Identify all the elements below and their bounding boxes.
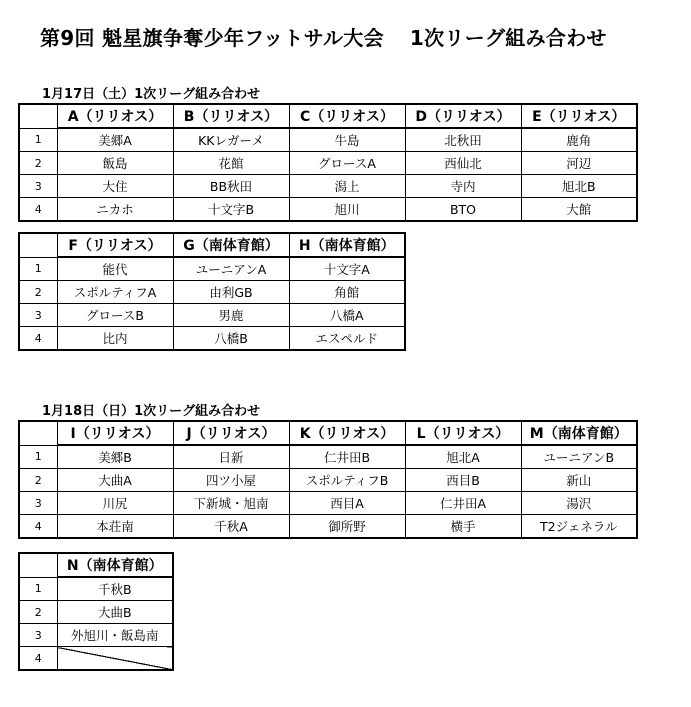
table-row — [19, 601, 173, 624]
team-cell: ニカホ — [57, 198, 173, 222]
day1-table-extra — [18, 232, 406, 351]
team-cell: スポルティフB — [289, 469, 405, 492]
team-cell: ユーニアンA — [173, 257, 289, 281]
table-row — [19, 327, 405, 351]
team-cell: エスペルド — [289, 327, 405, 351]
group-header-i: I（リリオス） — [57, 421, 173, 445]
table-row — [19, 445, 637, 469]
group-header-c: C（リリオス） — [289, 104, 405, 128]
team-cell: T2ジェネラル — [521, 515, 637, 539]
row-number: 1 — [19, 577, 57, 601]
team-cell: 西目B — [405, 469, 521, 492]
group-header-f: F（リリオス） — [57, 233, 173, 257]
team-cell: グロースA — [289, 152, 405, 175]
header-corner — [19, 421, 57, 445]
row-number: 2 — [19, 601, 57, 624]
day1-heading: 1月17日（土）1次リーグ組み合わせ — [42, 87, 261, 102]
team-cell: BTO — [405, 198, 521, 222]
team-cell: 大住 — [57, 175, 173, 198]
table-row — [19, 624, 173, 647]
row-number: 4 — [19, 647, 57, 671]
team-cell: 大館 — [521, 198, 637, 222]
team-cell: 由利GB — [173, 281, 289, 304]
row-number: 4 — [19, 327, 57, 351]
team-cell: KKレガーメ — [173, 128, 289, 152]
table-row — [19, 492, 637, 515]
table-row — [19, 304, 405, 327]
empty-slot-diagonal — [57, 647, 173, 671]
group-header-h: H（南体育館） — [289, 233, 405, 257]
table-row — [19, 469, 637, 492]
team-cell: 寺内 — [405, 175, 521, 198]
team-cell: 八橋B — [173, 327, 289, 351]
table-row — [19, 647, 173, 671]
row-number: 2 — [19, 281, 57, 304]
table-row — [19, 198, 637, 222]
team-cell: グロースB — [57, 304, 173, 327]
row-number: 4 — [19, 198, 57, 222]
team-cell: 仁井田A — [405, 492, 521, 515]
team-cell: 川尻 — [57, 492, 173, 515]
team-cell: 旭川 — [289, 198, 405, 222]
row-number: 3 — [19, 492, 57, 515]
team-cell: 旭北A — [405, 445, 521, 469]
group-header-a: A（リリオス） — [57, 104, 173, 128]
page-title-main: 第9回 魁星旗争奪少年フットサル大会 — [40, 26, 384, 50]
team-cell: BB秋田 — [173, 175, 289, 198]
team-cell: 大曲A — [57, 469, 173, 492]
team-cell: 御所野 — [289, 515, 405, 539]
team-cell: 千秋A — [173, 515, 289, 539]
day1-table-extra-header — [19, 233, 405, 257]
header-corner — [19, 553, 57, 577]
team-cell: 比内 — [57, 327, 173, 351]
team-cell: 十文字A — [289, 257, 405, 281]
header-corner — [19, 233, 57, 257]
row-number: 1 — [19, 445, 57, 469]
team-cell: 美郷A — [57, 128, 173, 152]
team-cell: 十文字B — [173, 198, 289, 222]
day2-table-main-header — [19, 421, 637, 445]
day1-table-main — [18, 103, 638, 222]
team-cell: 日新 — [173, 445, 289, 469]
day2-table-extra — [18, 552, 174, 671]
team-cell: 西目A — [289, 492, 405, 515]
day2-heading: 1月18日（日）1次リーグ組み合わせ — [42, 404, 261, 419]
page-title-sub: 1次リーグ組み合わせ — [409, 26, 607, 50]
team-cell: 外旭川・飯島南 — [57, 624, 173, 647]
team-cell: 牛島 — [289, 128, 405, 152]
row-number: 3 — [19, 304, 57, 327]
team-cell: 千秋B — [57, 577, 173, 601]
row-number: 3 — [19, 175, 57, 198]
team-cell: 花館 — [173, 152, 289, 175]
group-header-k: K（リリオス） — [289, 421, 405, 445]
group-header-m: M（南体育館） — [521, 421, 637, 445]
table-row — [19, 128, 637, 152]
table-row — [19, 577, 173, 601]
day2-table-extra-header — [19, 553, 173, 577]
team-cell: 角館 — [289, 281, 405, 304]
day1-table-main-header — [19, 104, 637, 128]
team-cell: 四ツ小屋 — [173, 469, 289, 492]
row-number: 2 — [19, 469, 57, 492]
team-cell: 潟上 — [289, 175, 405, 198]
team-cell: ユーニアンB — [521, 445, 637, 469]
row-number: 2 — [19, 152, 57, 175]
team-cell: 飯島 — [57, 152, 173, 175]
row-number: 1 — [19, 257, 57, 281]
table-row — [19, 152, 637, 175]
team-cell: 西仙北 — [405, 152, 521, 175]
group-header-j: J（リリオス） — [173, 421, 289, 445]
group-header-e: E（リリオス） — [521, 104, 637, 128]
team-cell: 能代 — [57, 257, 173, 281]
team-cell: 八橋A — [289, 304, 405, 327]
table-row — [19, 175, 637, 198]
group-header-n: N（南体育館） — [57, 553, 173, 577]
team-cell: 新山 — [521, 469, 637, 492]
group-header-g: G（南体育館） — [173, 233, 289, 257]
team-cell: 美郷B — [57, 445, 173, 469]
team-cell: 仁井田B — [289, 445, 405, 469]
team-cell: スポルティフA — [57, 281, 173, 304]
team-cell: 横手 — [405, 515, 521, 539]
page-title — [40, 22, 607, 51]
table-row — [19, 515, 637, 539]
day2-table-main — [18, 420, 638, 539]
group-header-l: L（リリオス） — [405, 421, 521, 445]
team-cell: 湯沢 — [521, 492, 637, 515]
group-header-d: D（リリオス） — [405, 104, 521, 128]
team-cell: 北秋田 — [405, 128, 521, 152]
team-cell: 鹿角 — [521, 128, 637, 152]
team-cell: 大曲B — [57, 601, 173, 624]
team-cell: 男鹿 — [173, 304, 289, 327]
team-cell: 河辺 — [521, 152, 637, 175]
team-cell: 旭北B — [521, 175, 637, 198]
table-row — [19, 281, 405, 304]
table-row — [19, 257, 405, 281]
header-corner — [19, 104, 57, 128]
row-number: 1 — [19, 128, 57, 152]
row-number: 4 — [19, 515, 57, 539]
team-cell: 本荘南 — [57, 515, 173, 539]
team-cell: 下新城・旭南 — [173, 492, 289, 515]
group-header-b: B（リリオス） — [173, 104, 289, 128]
row-number: 3 — [19, 624, 57, 647]
